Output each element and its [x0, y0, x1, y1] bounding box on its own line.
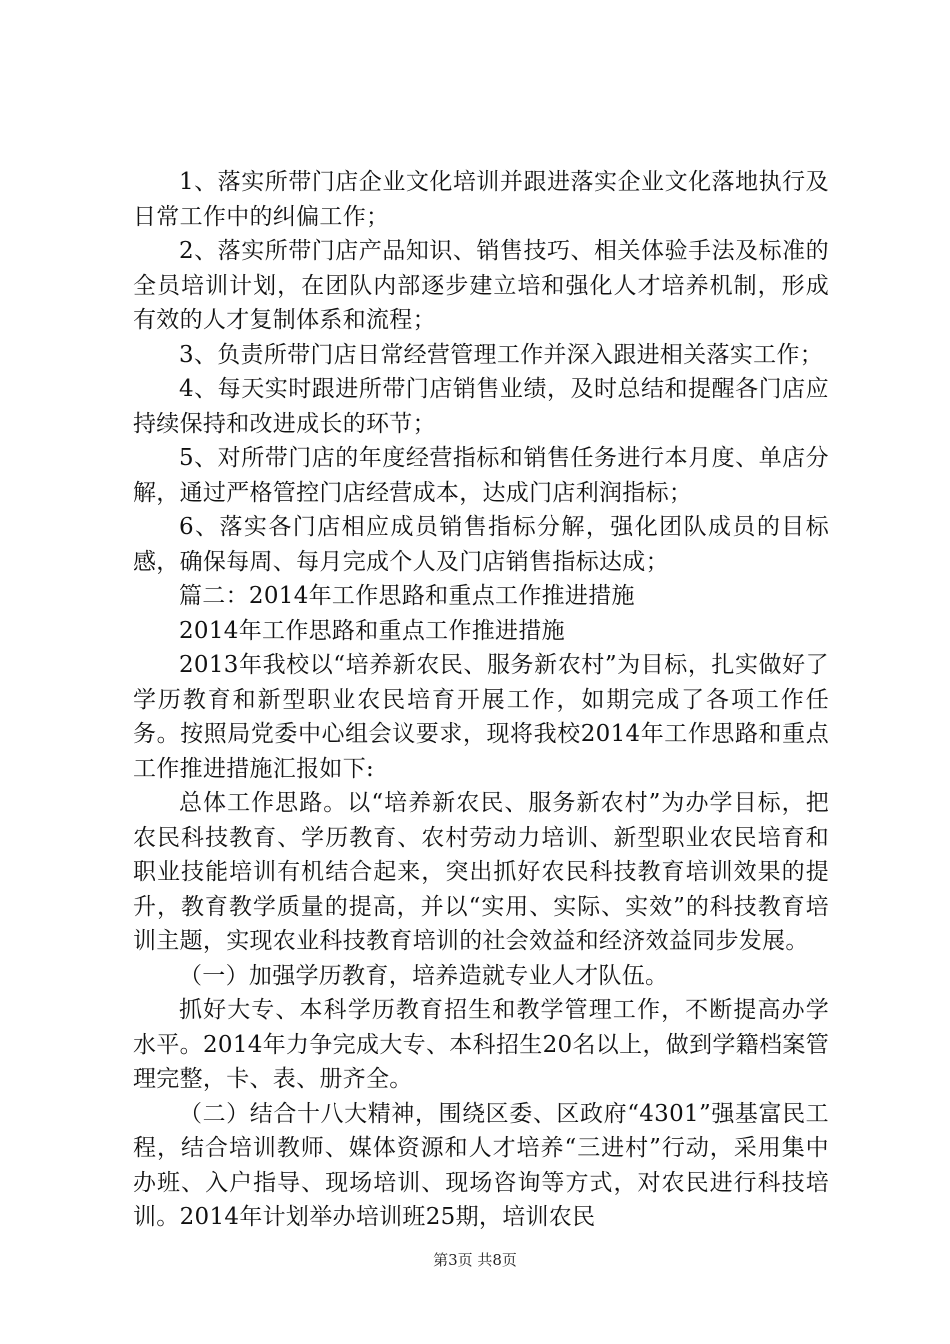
- document-body: [133, 165, 829, 1235]
- section-heading: 篇二：2014年工作思路和重点工作推进措施: [179, 583, 635, 609]
- paragraph: 总体工作思路。以“培养新农民、服务新农村”为办学目标，把农民科技教育、学历教育、农村劳动力培训、新型职业农民培育和职业技能培训有机结合起来，突出抓好农民科技教育培训效果的提升，教育教学质量的提高，并以“实用、实际、实效”的科技教育培训主题，实现农业科技教育培训的社会效益和经济效益同步发展。: [133, 790, 829, 954]
- paragraph: 2、落实所带门店产品知识、销售技巧、相关体验手法及标准的全员培训计划，在团队内部逐步建立培和强化人才培养机制，形成有效的人才复制体系和流程；: [133, 238, 829, 333]
- page-footer: [0, 1250, 950, 1270]
- section-title: 2014年工作思路和重点工作推进措施: [179, 617, 565, 644]
- paragraph: 2013年我校以“培养新农民、服务新农村”为目标，扎实做好了学历教育和新型职业农民培育开展工作，如期完成了各项工作任务。按照局党委中心组会议要求，现将我校2014年工作思路和重点工作推进措施汇报如下:: [133, 652, 829, 782]
- paragraph: 抓好大专、本科学历教育招生和教学管理工作，不断提高办学水平。2014年力争完成大专、本科招生20名以上，做到学籍档案管理完整，卡、表、册齐全。: [133, 997, 829, 1092]
- paragraph: 4、每天实时跟进所带门店销售业绩，及时总结和提醒各门店应持续保持和改进成长的环节；: [133, 376, 829, 437]
- subheading: （一）加强学历教育，培养造就专业人才队伍。: [179, 962, 669, 989]
- paragraph: 1、落实所带门店企业文化培训并跟进落实企业文化落地执行及日常工作中的纠偏工作；: [133, 169, 829, 230]
- paragraph: 6、落实各门店相应成员销售指标分解，强化团队成员的目标感，确保每周、每月完成个人及门店销售指标达成；: [133, 514, 829, 575]
- paragraph: 5、对所带门店的年度经营指标和销售任务进行本月度、单店分解，通过严格管控门店经营成本，达成门店利润指标；: [133, 445, 829, 506]
- page-number: 第3页 共8页: [433, 1251, 517, 1269]
- paragraph: （二）结合十八大精神，围绕区委、区政府“4301”强基富民工程，结合培训教师、媒体资源和人才培养“三进村”行动，采用集中办班、入户指导、现场培训、现场咨询等方式，对农民进行科技培训。2014年计划举办培训班25期，培训农民: [133, 1100, 829, 1230]
- paragraph: 3、负责所带门店日常经营管理工作并深入跟进相关落实工作；: [179, 341, 824, 368]
